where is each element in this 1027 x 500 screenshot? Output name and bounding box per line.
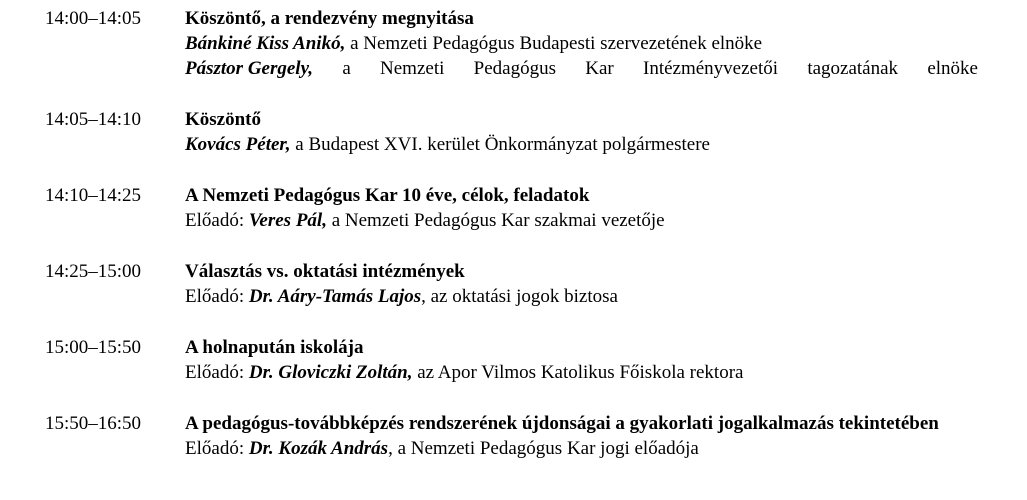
speaker-prefix: Előadó: <box>185 210 249 231</box>
agenda-time: 15:00–15:50 <box>45 337 142 358</box>
speaker-name: Dr. Gloviczki Zoltán, <box>248 362 413 383</box>
speaker-prefix: Előadó: <box>185 438 249 459</box>
agenda-item <box>0 6 1027 81</box>
speaker-role: az Apor Vilmos Katolikus Főiskola rektora <box>412 362 744 383</box>
speaker-name: Dr. Aáry-Tamás Lajos <box>248 286 422 307</box>
agenda-item <box>0 335 1027 385</box>
agenda-title: Választás vs. oktatási intézmények <box>185 261 465 282</box>
speaker-name: Kovács Péter, <box>185 134 291 155</box>
speaker-line <box>185 56 978 81</box>
speaker-line <box>185 360 980 385</box>
agenda-title: Köszöntő, a rendezvény megnyitása <box>185 8 474 29</box>
speaker-role-word: Nemzeti <box>380 58 445 79</box>
agenda-content <box>185 6 980 81</box>
agenda-title: A pedagógus-továbbképzés rendszerének újdonságai a gyakorlati jogalkalmazás tekintetében <box>185 413 939 434</box>
speaker-line <box>185 132 980 157</box>
speaker-role: a Budapest XVI. kerület Önkormányzat polgármestere <box>290 134 710 155</box>
speaker-prefix: Előadó: <box>185 362 249 383</box>
speaker-name: Pásztor Gergely, <box>185 58 314 79</box>
speaker-name: Bánkiné Kiss Anikó, <box>185 33 346 54</box>
agenda-time: 15:50–16:50 <box>45 413 142 434</box>
speaker-role-word: tagozatának <box>807 58 899 79</box>
agenda-time: 14:10–14:25 <box>45 185 142 206</box>
agenda-content <box>185 411 980 461</box>
program-agenda <box>0 6 1027 461</box>
speaker-role: , a Nemzeti Pedagógus Kar jogi előadója <box>388 438 699 459</box>
agenda-title: Köszöntő <box>185 109 261 130</box>
speaker-line <box>185 436 980 461</box>
agenda-content <box>185 259 980 309</box>
agenda-content <box>185 183 980 233</box>
speaker-role-word: Pedagógus <box>473 58 556 79</box>
agenda-title: A holnapután iskolája <box>185 337 364 358</box>
agenda-content <box>185 335 980 385</box>
speaker-line <box>185 284 980 309</box>
speaker-role: , az oktatási jogok biztosa <box>421 286 618 307</box>
speaker-prefix: Előadó: <box>185 286 249 307</box>
speaker-line <box>185 208 980 233</box>
speaker-name: Dr. Kozák András <box>248 438 389 459</box>
speaker-line <box>185 31 980 56</box>
speaker-role-word: elnöke <box>927 58 978 79</box>
speaker-role-word: a <box>342 58 351 79</box>
speaker-role: a Nemzeti Pedagógus Budapesti szervezetének elnöke <box>345 33 763 54</box>
agenda-time: 14:25–15:00 <box>45 261 142 282</box>
agenda-content <box>185 107 980 157</box>
speaker-role-word: Kar <box>585 58 614 79</box>
agenda-item <box>0 411 1027 461</box>
agenda-item <box>0 107 1027 157</box>
agenda-time: 14:05–14:10 <box>45 109 142 130</box>
agenda-item <box>0 259 1027 309</box>
speaker-name: Veres Pál, <box>248 210 327 231</box>
speaker-role: a Nemzeti Pedagógus Kar szakmai vezetője <box>326 210 665 231</box>
agenda-time: 14:00–14:05 <box>45 8 142 29</box>
speaker-role-word: Intézményvezetői <box>643 58 779 79</box>
agenda-title: A Nemzeti Pedagógus Kar 10 éve, célok, feladatok <box>185 185 590 206</box>
agenda-item <box>0 183 1027 233</box>
